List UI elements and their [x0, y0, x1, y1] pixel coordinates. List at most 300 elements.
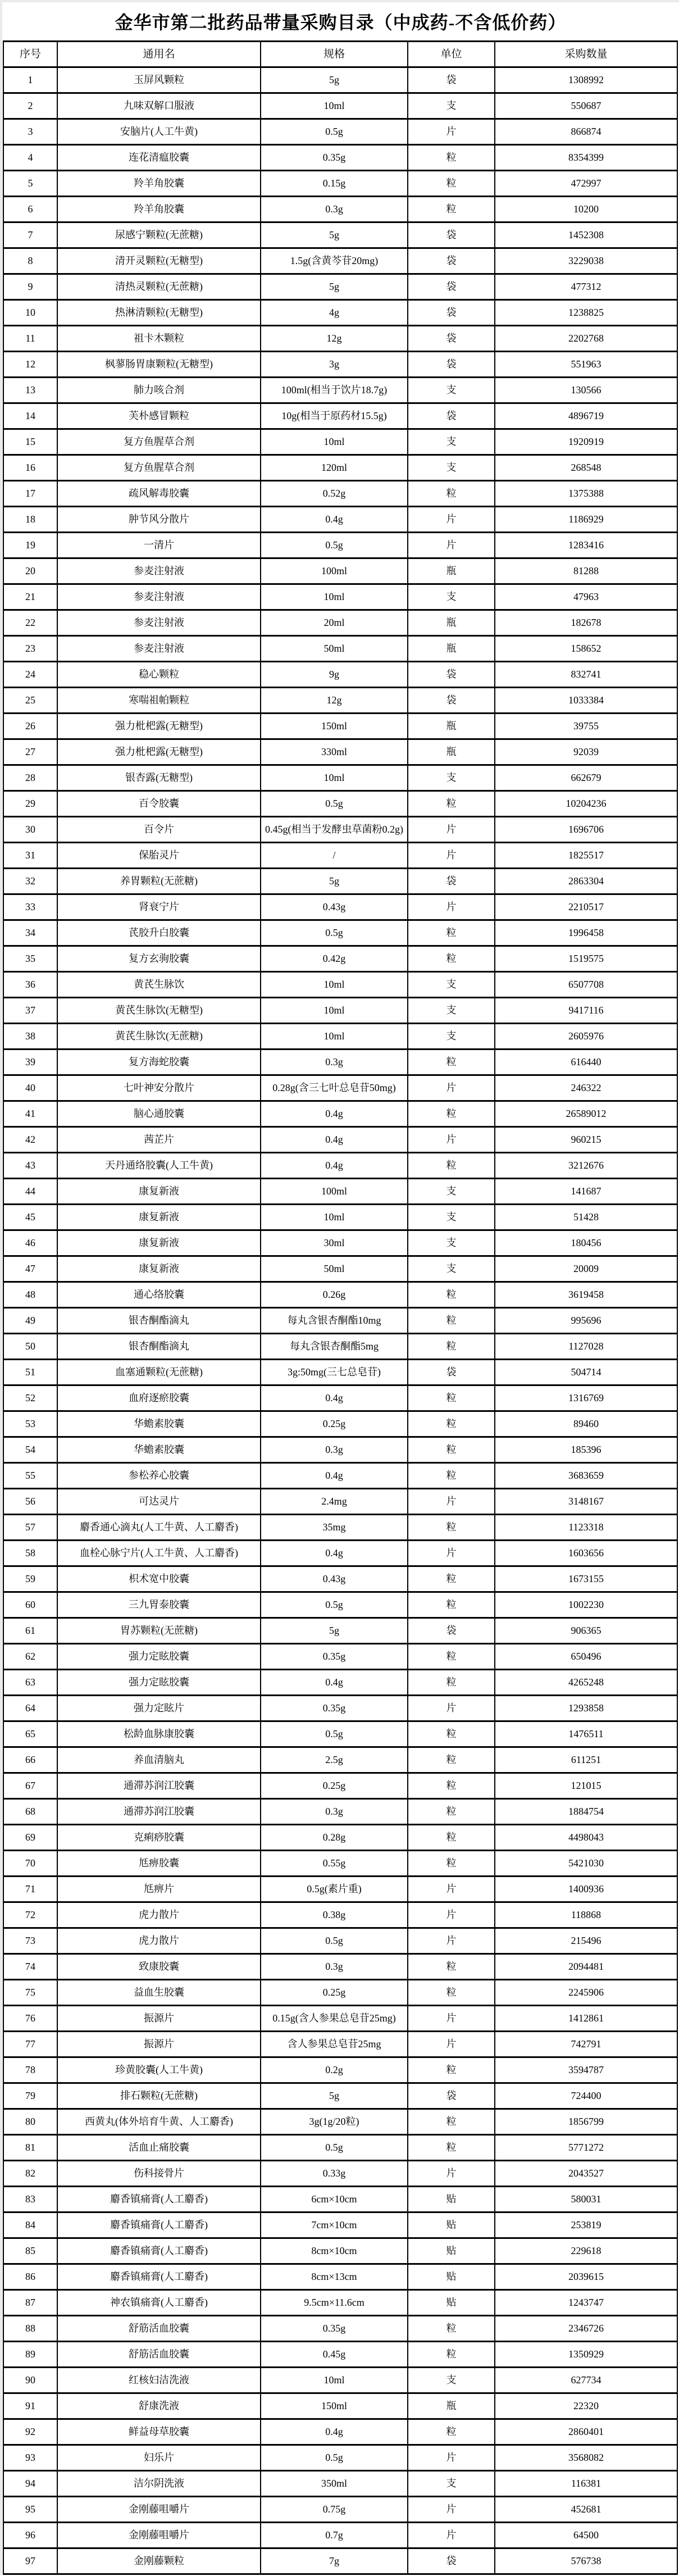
cell-qty: 2202768 — [495, 326, 677, 352]
cell-seq: 28 — [3, 765, 57, 791]
cell-unit: 粒 — [408, 2135, 495, 2161]
table-row — [3, 894, 677, 920]
table-row — [3, 1050, 677, 1075]
cell-seq: 95 — [3, 2497, 57, 2523]
cell-qty: 130566 — [495, 378, 677, 403]
table-row — [3, 171, 677, 197]
table-row — [3, 2083, 677, 2109]
cell-qty: 1696706 — [495, 817, 677, 843]
cell-unit: 粒 — [408, 171, 495, 197]
cell-seq: 26 — [3, 714, 57, 739]
cell-spec: 2.5g — [261, 1747, 408, 1773]
cell-name: 松龄血脉康胶囊 — [57, 1721, 261, 1747]
cell-unit: 粒 — [408, 1515, 495, 1541]
cell-spec: 0.5g — [261, 791, 408, 817]
cell-unit: 片 — [408, 2006, 495, 2032]
cell-unit: 瓶 — [408, 558, 495, 584]
cell-qty: 3594787 — [495, 2057, 677, 2083]
cell-unit: 片 — [408, 1489, 495, 1515]
cell-unit: 袋 — [408, 869, 495, 894]
table-row — [3, 2290, 677, 2316]
cell-seq: 37 — [3, 998, 57, 1024]
cell-spec: 50ml — [261, 636, 408, 662]
cell-unit: 支 — [408, 1256, 495, 1282]
cell-name: 热淋清颗粒(无糖型) — [57, 300, 261, 326]
cell-spec: 0.4g — [261, 1670, 408, 1696]
table-row — [3, 2393, 677, 2419]
cell-qty: 1350929 — [495, 2342, 677, 2368]
table-row — [3, 662, 677, 688]
cell-unit: 支 — [408, 1230, 495, 1256]
table-row — [3, 119, 677, 145]
header-name: 通用名 — [57, 42, 261, 67]
cell-name: 枳术宽中胶囊 — [57, 1566, 261, 1592]
cell-spec: 0.5g — [261, 2135, 408, 2161]
cell-seq: 64 — [3, 1696, 57, 1721]
cell-name: 枫蓼肠胃康颗粒(无糖型) — [57, 352, 261, 378]
cell-spec: 5g — [261, 2083, 408, 2109]
cell-seq: 14 — [3, 403, 57, 429]
cell-name: 九味双解口服液 — [57, 93, 261, 119]
table-row — [3, 2548, 677, 2574]
cell-name: 黄芪生脉饮 — [57, 972, 261, 998]
cell-qty: 1884754 — [495, 1799, 677, 1825]
cell-name: 通滞苏润江胶囊 — [57, 1773, 261, 1799]
cell-unit: 片 — [408, 1075, 495, 1101]
cell-unit: 支 — [408, 1179, 495, 1205]
cell-name: 羚羊角胶囊 — [57, 171, 261, 197]
cell-qty: 3229038 — [495, 248, 677, 274]
table-row — [3, 1385, 677, 1411]
cell-seq: 35 — [3, 946, 57, 972]
cell-name: 血栓心脉宁片(人工牛黄、人工麝香) — [57, 1541, 261, 1566]
cell-unit: 袋 — [408, 67, 495, 93]
table-row — [3, 1437, 677, 1463]
cell-seq: 31 — [3, 843, 57, 869]
cell-unit: 袋 — [408, 1360, 495, 1385]
cell-qty: 158652 — [495, 636, 677, 662]
cell-qty: 64500 — [495, 2523, 677, 2548]
cell-spec: 330ml — [261, 739, 408, 765]
table-row — [3, 2471, 677, 2497]
cell-unit: 粒 — [408, 1799, 495, 1825]
cell-name: 参松养心胶囊 — [57, 1463, 261, 1489]
cell-seq: 16 — [3, 455, 57, 481]
cell-spec: 0.4g — [261, 2419, 408, 2445]
table-row — [3, 1308, 677, 1334]
cell-name: 洁尔阴洗液 — [57, 2471, 261, 2497]
cell-qty: 8354399 — [495, 145, 677, 171]
header-seq: 序号 — [3, 42, 57, 67]
table-row — [3, 1747, 677, 1773]
cell-qty: 47963 — [495, 584, 677, 610]
cell-seq: 88 — [3, 2316, 57, 2342]
cell-seq: 4 — [3, 145, 57, 171]
cell-name: 寒喘祖帕颗粒 — [57, 688, 261, 714]
cell-seq: 56 — [3, 1489, 57, 1515]
table-row — [3, 817, 677, 843]
cell-name: 强力定眩胶囊 — [57, 1670, 261, 1696]
cell-seq: 7 — [3, 222, 57, 248]
cell-spec: 50ml — [261, 1256, 408, 1282]
cell-spec: 0.43g — [261, 1566, 408, 1592]
cell-unit: 粒 — [408, 1334, 495, 1360]
table-row — [3, 2445, 677, 2471]
cell-unit: 粒 — [408, 946, 495, 972]
table-row — [3, 1773, 677, 1799]
cell-name: 胃苏颗粒(无蔗糖) — [57, 1618, 261, 1644]
cell-name: 舒筋活血胶囊 — [57, 2316, 261, 2342]
cell-seq: 60 — [3, 1592, 57, 1618]
cell-spec: 0.75g — [261, 2497, 408, 2523]
cell-unit: 粒 — [408, 2109, 495, 2135]
cell-name: 玉屏风颗粒 — [57, 67, 261, 93]
cell-qty: 1186929 — [495, 507, 677, 533]
table-row — [3, 507, 677, 533]
table-row — [3, 145, 677, 171]
cell-qty: 1452308 — [495, 222, 677, 248]
cell-name: 参麦注射液 — [57, 636, 261, 662]
table-row — [3, 1566, 677, 1592]
table-row — [3, 1541, 677, 1566]
cell-spec: 0.5g — [261, 119, 408, 145]
cell-qty: 3148167 — [495, 1489, 677, 1515]
cell-spec: 0.35g — [261, 2316, 408, 2342]
table-row — [3, 2238, 677, 2264]
cell-qty: 650496 — [495, 1644, 677, 1670]
cell-name: 麝香通心滴丸(人工牛黄、人工麝香) — [57, 1515, 261, 1541]
cell-name: 康复新液 — [57, 1230, 261, 1256]
cell-spec: 0.43g — [261, 894, 408, 920]
cell-seq: 8 — [3, 248, 57, 274]
cell-seq: 92 — [3, 2419, 57, 2445]
cell-spec: 0.5g(素片重) — [261, 1877, 408, 1902]
cell-spec: 0.2g — [261, 2057, 408, 2083]
cell-spec: 0.4g — [261, 1385, 408, 1411]
cell-unit: 贴 — [408, 2238, 495, 2264]
cell-unit: 贴 — [408, 2187, 495, 2212]
cell-spec: 0.55g — [261, 1851, 408, 1877]
cell-unit: 袋 — [408, 403, 495, 429]
cell-unit: 贴 — [408, 2212, 495, 2238]
table-row — [3, 1618, 677, 1644]
cell-spec: 350ml — [261, 2471, 408, 2497]
cell-unit: 片 — [408, 2032, 495, 2057]
cell-spec: 7cm×10cm — [261, 2212, 408, 2238]
cell-name: 安脑片(人工牛黄) — [57, 119, 261, 145]
cell-seq: 73 — [3, 1928, 57, 1954]
cell-qty: 1825517 — [495, 843, 677, 869]
cell-spec: 0.15g — [261, 171, 408, 197]
table-row — [3, 558, 677, 584]
cell-name: 可达灵片 — [57, 1489, 261, 1515]
cell-name: 黄芪生脉饮(无糖型) — [57, 998, 261, 1024]
cell-seq: 44 — [3, 1179, 57, 1205]
cell-qty: 253819 — [495, 2212, 677, 2238]
cell-seq: 41 — [3, 1101, 57, 1127]
cell-unit: 粒 — [408, 1308, 495, 1334]
cell-unit: 瓶 — [408, 739, 495, 765]
cell-name: 脑心通胶囊 — [57, 1101, 261, 1127]
cell-seq: 69 — [3, 1825, 57, 1851]
cell-qty: 1283416 — [495, 533, 677, 558]
header-unit: 单位 — [408, 42, 495, 67]
cell-spec: 12g — [261, 688, 408, 714]
cell-name: 稳心颗粒 — [57, 662, 261, 688]
cell-name: 祖卡木颗粒 — [57, 326, 261, 352]
cell-unit: 支 — [408, 765, 495, 791]
cell-name: 西黄丸(体外培育牛黄、人工麝香) — [57, 2109, 261, 2135]
cell-seq: 27 — [3, 739, 57, 765]
cell-seq: 81 — [3, 2135, 57, 2161]
table-row — [3, 1282, 677, 1308]
table-row — [3, 2264, 677, 2290]
cell-unit: 贴 — [408, 2264, 495, 2290]
cell-unit: 支 — [408, 2368, 495, 2393]
cell-unit: 粒 — [408, 1980, 495, 2006]
cell-name: 克痢痧胶囊 — [57, 1825, 261, 1851]
cell-seq: 54 — [3, 1437, 57, 1463]
cell-name: 参麦注射液 — [57, 584, 261, 610]
table-row — [3, 1799, 677, 1825]
cell-spec: 0.4g — [261, 507, 408, 533]
cell-qty: 1238825 — [495, 300, 677, 326]
cell-spec: 100ml — [261, 1179, 408, 1205]
cell-spec: 0.33g — [261, 2161, 408, 2187]
cell-name: 舒筋活血胶囊 — [57, 2342, 261, 2368]
cell-spec: 0.5g — [261, 2445, 408, 2471]
cell-unit: 片 — [408, 1696, 495, 1721]
cell-unit: 粒 — [408, 1773, 495, 1799]
table-header-row — [3, 42, 677, 67]
cell-unit: 袋 — [408, 2548, 495, 2574]
cell-seq: 43 — [3, 1153, 57, 1179]
cell-seq: 9 — [3, 274, 57, 300]
cell-name: 华蟾素胶囊 — [57, 1411, 261, 1437]
cell-seq: 29 — [3, 791, 57, 817]
cell-seq: 20 — [3, 558, 57, 584]
cell-spec: 9.5cm×11.6cm — [261, 2290, 408, 2316]
cell-qty: 22320 — [495, 2393, 677, 2419]
cell-unit: 粒 — [408, 1101, 495, 1127]
cell-spec: 1.5g(含黄芩苷20mg) — [261, 248, 408, 274]
table-row — [3, 1411, 677, 1437]
cell-qty: 20009 — [495, 1256, 677, 1282]
cell-name: 振源片 — [57, 2032, 261, 2057]
table-row — [3, 2368, 677, 2393]
cell-name: 黄芪生脉饮(无蔗糖) — [57, 1024, 261, 1050]
cell-unit: 片 — [408, 894, 495, 920]
cell-spec: 5g — [261, 222, 408, 248]
cell-qty: 1476511 — [495, 1721, 677, 1747]
table-row — [3, 1179, 677, 1205]
table-row — [3, 1670, 677, 1696]
cell-name: 金刚藤颗粒 — [57, 2548, 261, 2574]
cell-qty: 504714 — [495, 1360, 677, 1385]
cell-seq: 52 — [3, 1385, 57, 1411]
cell-spec: 0.7g — [261, 2523, 408, 2548]
cell-spec: / — [261, 843, 408, 869]
table-row — [3, 1877, 677, 1902]
cell-qty: 2245906 — [495, 1980, 677, 2006]
cell-seq: 18 — [3, 507, 57, 533]
cell-name: 参麦注射液 — [57, 558, 261, 584]
cell-spec: 0.35g — [261, 1696, 408, 1721]
cell-spec: 8cm×10cm — [261, 2238, 408, 2264]
cell-seq: 94 — [3, 2471, 57, 2497]
cell-qty: 4896719 — [495, 403, 677, 429]
cell-name: 七叶神安分散片 — [57, 1075, 261, 1101]
cell-name: 养血清脑丸 — [57, 1747, 261, 1773]
cell-spec: 10ml — [261, 584, 408, 610]
cell-qty: 5771272 — [495, 2135, 677, 2161]
table-row — [3, 378, 677, 403]
cell-spec: 150ml — [261, 2393, 408, 2419]
cell-qty: 215496 — [495, 1928, 677, 1954]
cell-unit: 粒 — [408, 1954, 495, 1980]
table-row — [3, 248, 677, 274]
table-row — [3, 1515, 677, 1541]
cell-seq: 84 — [3, 2212, 57, 2238]
table-row — [3, 2419, 677, 2445]
cell-seq: 80 — [3, 2109, 57, 2135]
cell-name: 复方鱼腥草合剂 — [57, 429, 261, 455]
cell-unit: 片 — [408, 2497, 495, 2523]
cell-spec: 10ml — [261, 1205, 408, 1230]
cell-spec: 10ml — [261, 765, 408, 791]
cell-seq: 58 — [3, 1541, 57, 1566]
cell-spec: 35mg — [261, 1515, 408, 1541]
table-row — [3, 1075, 677, 1101]
cell-name: 连花清瘟胶囊 — [57, 145, 261, 171]
cell-name: 银杏酮酯滴丸 — [57, 1334, 261, 1360]
table-row — [3, 1127, 677, 1153]
cell-unit: 粒 — [408, 1463, 495, 1489]
table-row — [3, 1825, 677, 1851]
cell-unit: 片 — [408, 2161, 495, 2187]
cell-spec: 0.5g — [261, 920, 408, 946]
cell-name: 肿节风分散片 — [57, 507, 261, 533]
cell-qty: 576738 — [495, 2548, 677, 2574]
cell-seq: 5 — [3, 171, 57, 197]
cell-qty: 1996458 — [495, 920, 677, 946]
cell-unit: 支 — [408, 93, 495, 119]
table-row — [3, 326, 677, 352]
cell-unit: 支 — [408, 1024, 495, 1050]
cell-seq: 46 — [3, 1230, 57, 1256]
table-row — [3, 920, 677, 946]
cell-unit: 袋 — [408, 352, 495, 378]
cell-qty: 627734 — [495, 2368, 677, 2393]
cell-spec: 每丸含银杏酮酯10mg — [261, 1308, 408, 1334]
cell-unit: 粒 — [408, 1282, 495, 1308]
cell-name: 活血止痛胶囊 — [57, 2135, 261, 2161]
cell-qty: 1308992 — [495, 67, 677, 93]
cell-name: 强力定眩片 — [57, 1696, 261, 1721]
cell-seq: 89 — [3, 2342, 57, 2368]
cell-seq: 74 — [3, 1954, 57, 1980]
cell-name: 致康胶囊 — [57, 1954, 261, 1980]
cell-spec: 8cm×13cm — [261, 2264, 408, 2290]
cell-seq: 10 — [3, 300, 57, 326]
cell-name: 疏风解毒胶囊 — [57, 481, 261, 507]
cell-unit: 粒 — [408, 1592, 495, 1618]
cell-unit: 袋 — [408, 274, 495, 300]
cell-name: 舒康洗液 — [57, 2393, 261, 2419]
cell-spec: 120ml — [261, 455, 408, 481]
cell-name: 复方玄驹胶囊 — [57, 946, 261, 972]
cell-qty: 2094481 — [495, 1954, 677, 1980]
table-row — [3, 429, 677, 455]
cell-qty: 2043527 — [495, 2161, 677, 2187]
cell-spec: 0.5g — [261, 1928, 408, 1954]
cell-name: 尪痹胶囊 — [57, 1851, 261, 1877]
cell-unit: 粒 — [408, 1851, 495, 1877]
table-row — [3, 1902, 677, 1928]
cell-spec: 0.3g — [261, 1954, 408, 1980]
cell-qty: 1127028 — [495, 1334, 677, 1360]
cell-unit: 片 — [408, 2445, 495, 2471]
cell-unit: 粒 — [408, 1644, 495, 1670]
cell-name: 复方海蛇胶囊 — [57, 1050, 261, 1075]
cell-spec: 0.25g — [261, 1980, 408, 2006]
table-row — [3, 197, 677, 222]
cell-unit: 瓶 — [408, 2393, 495, 2419]
table-row — [3, 300, 677, 326]
cell-seq: 30 — [3, 817, 57, 843]
cell-unit: 片 — [408, 119, 495, 145]
table-row — [3, 2316, 677, 2342]
cell-unit: 支 — [408, 429, 495, 455]
cell-qty: 1033384 — [495, 688, 677, 714]
cell-spec: 10g(相当于原药材15.5g) — [261, 403, 408, 429]
cell-spec: 7g — [261, 2548, 408, 2574]
cell-qty: 121015 — [495, 1773, 677, 1799]
cell-unit: 粒 — [408, 1670, 495, 1696]
cell-unit: 瓶 — [408, 714, 495, 739]
cell-spec: 3g:50mg(三七总皂苷) — [261, 1360, 408, 1385]
cell-name: 神农镇痛膏(人工麝香) — [57, 2290, 261, 2316]
cell-name: 麝香镇痛膏(人工麝香) — [57, 2238, 261, 2264]
cell-name: 清热灵颗粒(无蔗糖) — [57, 274, 261, 300]
cell-name: 强力枇杷露(无糖型) — [57, 739, 261, 765]
cell-qty: 246322 — [495, 1075, 677, 1101]
cell-spec: 9g — [261, 662, 408, 688]
cell-name: 强力枇杷露(无糖型) — [57, 714, 261, 739]
cell-qty: 1519575 — [495, 946, 677, 972]
cell-name: 肺力咳合剂 — [57, 378, 261, 403]
cell-seq: 82 — [3, 2161, 57, 2187]
cell-qty: 477312 — [495, 274, 677, 300]
table-row — [3, 2057, 677, 2083]
cell-qty: 616440 — [495, 1050, 677, 1075]
cell-seq: 63 — [3, 1670, 57, 1696]
cell-qty: 2210517 — [495, 894, 677, 920]
cell-qty: 3683659 — [495, 1463, 677, 1489]
table-row — [3, 1230, 677, 1256]
table-row — [3, 1360, 677, 1385]
cell-name: 百令胶囊 — [57, 791, 261, 817]
cell-spec: 0.3g — [261, 1050, 408, 1075]
cell-unit: 片 — [408, 533, 495, 558]
table-row — [3, 1980, 677, 2006]
cell-name: 羚羊角胶囊 — [57, 197, 261, 222]
header-spec: 规格 — [261, 42, 408, 67]
cell-spec: 12g — [261, 326, 408, 352]
cell-spec: 10ml — [261, 998, 408, 1024]
cell-seq: 19 — [3, 533, 57, 558]
table-row — [3, 1644, 677, 1670]
